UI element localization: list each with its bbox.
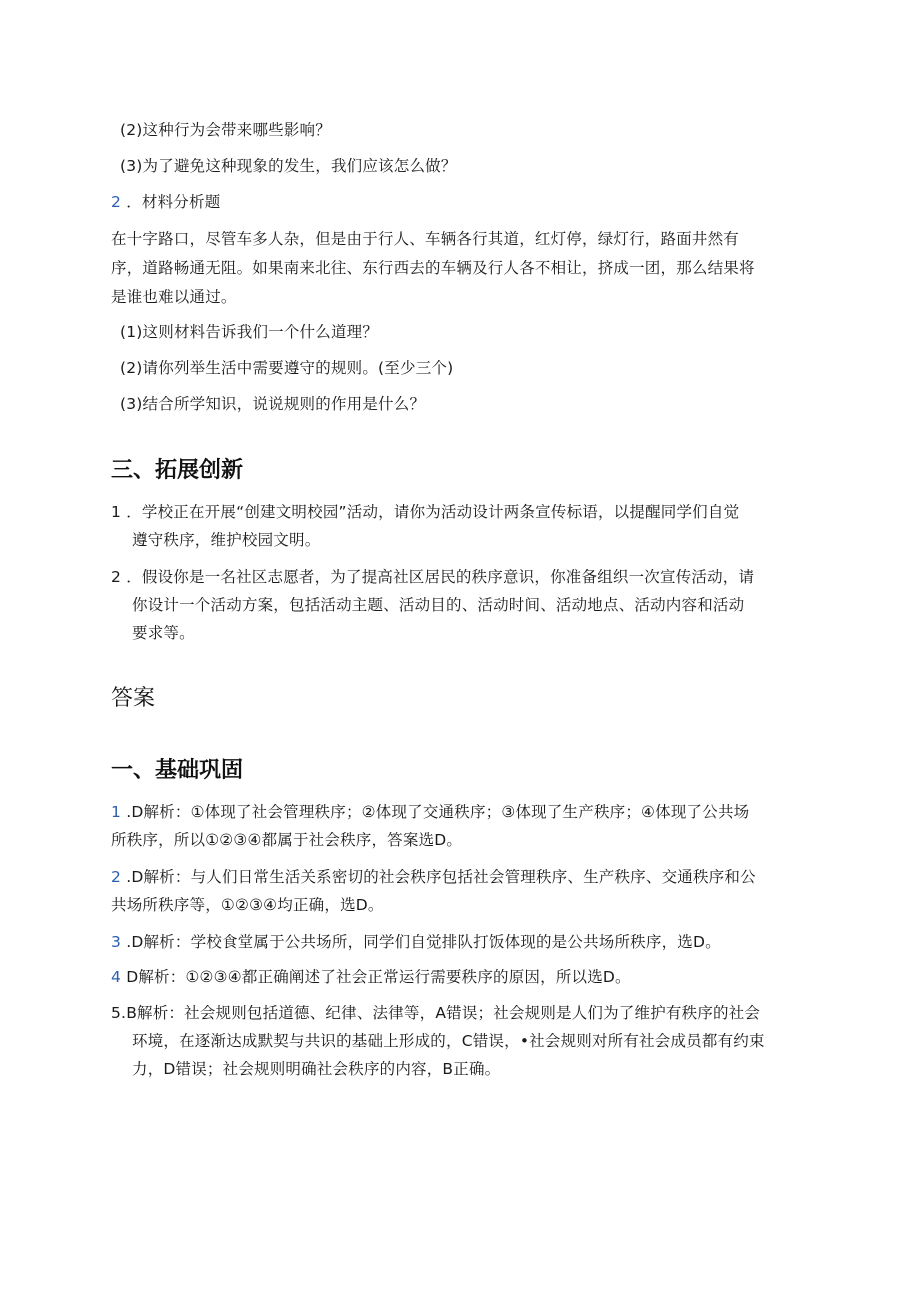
extension-question-1-line-1 — [111, 501, 739, 523]
question-2-header — [111, 191, 220, 213]
answer-number: 3 — [111, 933, 122, 951]
answer-1-line-1 — [111, 801, 749, 823]
section-heading-basic: 一、基础巩固 — [111, 758, 244, 783]
answer-number: 4 — [111, 968, 122, 986]
section-heading-extension: 三、拓展创新 — [111, 458, 244, 483]
answer-text: .D解析：①体现了社会管理秩序；②体现了交通秩序；③体现了生产秩序；④体现了公共场 — [126, 803, 750, 821]
answer-1-line-2: 所秩序，所以①②③④都属于社会秩序，答案选D。 — [111, 831, 463, 849]
answer-text: .D解析：与人们日常生活关系密切的社会秩序包括社会管理秩序、生产秩序、交通秩序和公 — [126, 868, 756, 886]
material-line-2: 序，道路畅通无阻。如果南来北往、东行西去的车辆及行人各不相让，挤成一团，那么结果将 — [111, 259, 755, 277]
question-1-sub-2: (2)这种行为会带来哪些影响？ — [120, 121, 331, 139]
answer-5-line-1: 5.B解析：社会规则包括道德、纪律、法律等，A错误；社会规则是人们为了维护有秩序的社会 — [111, 1004, 761, 1022]
question-number: 2 — [111, 568, 122, 586]
answer-5-line-2: 环境，在逐渐达成默契与共识的基础上形成的，C错误，•社会规则对所有社会成员都有约束 — [132, 1032, 765, 1050]
answer-number: 2 — [111, 868, 122, 886]
question-number: 1 — [111, 503, 122, 521]
extension-question-2-line-3: 要求等。 — [132, 624, 195, 642]
answer-5-line-3: 力，D错误；社会规则明确社会秩序的内容，B正确。 — [132, 1060, 501, 1078]
answers-title: 答案 — [111, 686, 156, 711]
answer-3-line — [111, 931, 721, 953]
question-2-sub-2: (2)请你列举生活中需要遵守的规则。(至少三个) — [120, 359, 454, 377]
question-2-sub-3: (3)结合所学知识，说说规则的作用是什么？ — [120, 395, 426, 413]
question-text: ．假设你是一名社区志愿者，为了提高社区居民的秩序意识，你准备组织一次宣传活动，请 — [126, 568, 755, 586]
question-number: 2 — [111, 193, 122, 211]
question-1-sub-3: (3)为了避免这种现象的发生，我们应该怎么做？ — [120, 157, 457, 175]
material-line-1: 在十字路口，尽管车多人杂，但是由于行人、车辆各行其道，红灯停，绿灯行，路面井然有 — [111, 230, 740, 248]
extension-question-2-line-2: 你设计一个活动方案，包括活动主题、活动目的、活动时间、活动地点、活动内容和活动 — [132, 596, 745, 614]
extension-question-1-line-2: 遵守秩序，维护校园文明。 — [132, 531, 321, 549]
answer-2-line-1 — [111, 866, 756, 888]
answer-2-line-2: 共场所秩序等，①②③④均正确，选D。 — [111, 896, 384, 914]
material-line-3: 是谁也难以通过。 — [111, 288, 237, 306]
extension-question-2-line-1 — [111, 566, 754, 588]
answer-text: .D解析：学校食堂属于公共场所，同学们自觉排队打饭体现的是公共场所秩序，选D。 — [126, 933, 721, 951]
question-text: ．学校正在开展“创建文明校园”活动，请你为活动设计两条宣传标语，以提醒同学们自觉 — [126, 503, 740, 521]
question-title: ．材料分析题 — [126, 193, 221, 211]
answer-4-line — [111, 966, 631, 988]
answer-number: 1 — [111, 803, 122, 821]
question-2-sub-1: (1)这则材料告诉我们一个什么道理？ — [120, 323, 379, 341]
answer-text: D解析：①②③④都正确阐述了社会正常运行需要秩序的原因，所以选D。 — [126, 968, 631, 986]
